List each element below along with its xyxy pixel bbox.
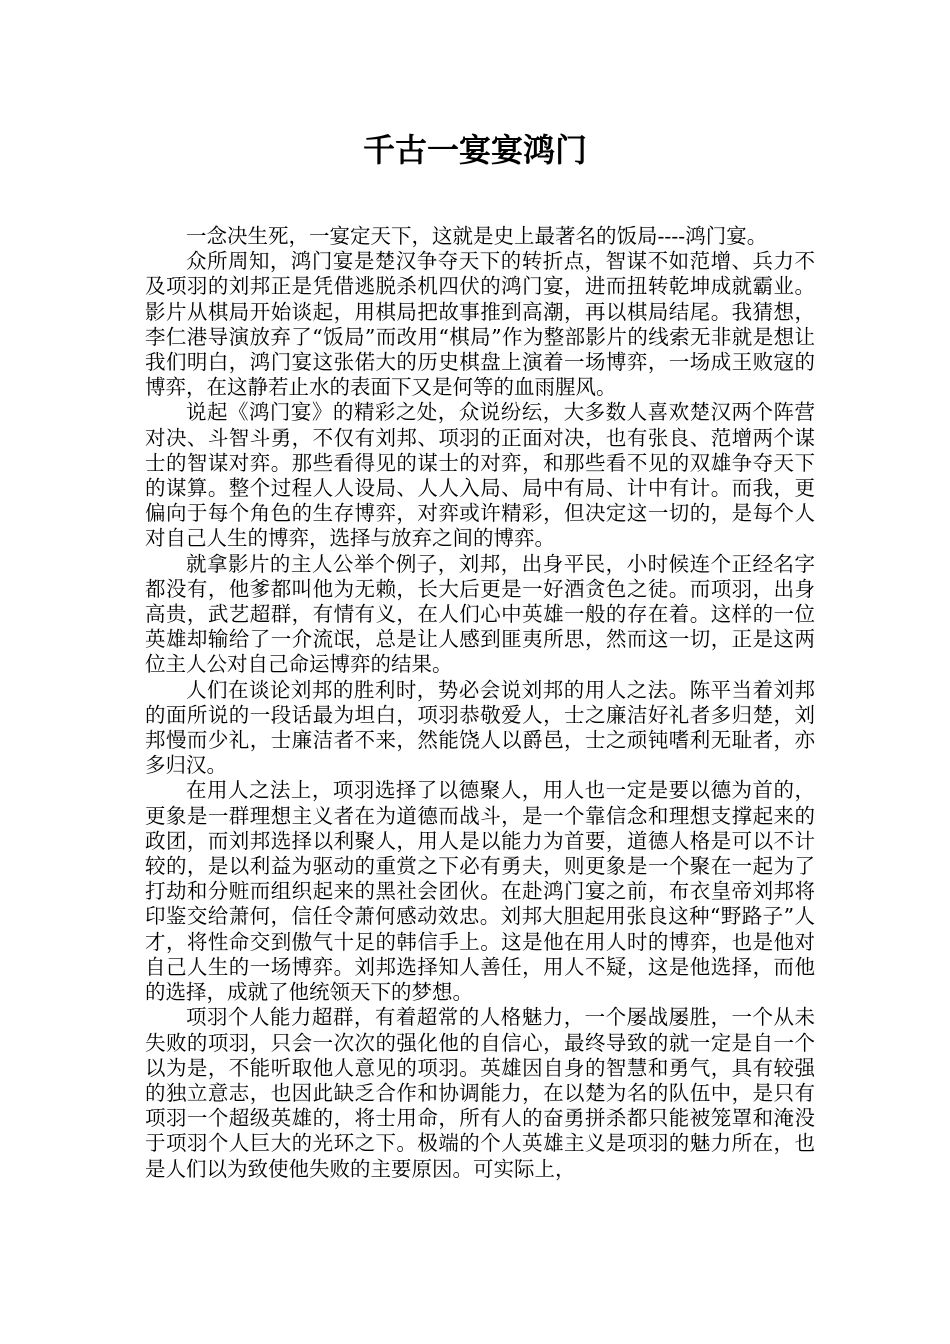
paragraph: 就拿影片的主人公举个例子，刘邦，出身平民，小时候连个正经名字都没有，他爹都叫他为无赖，长大后更是一好酒贪色之徒。而项羽，出身高贵，武艺超群，有情有义，在人们心中英雄一般的存在着。这样的一位英雄却输给了一介流氓，总是让人感到匪夷所思，然而这一切，正是这两位主人公对自己命运博弈的结果。 (145, 551, 815, 677)
document-title: 千古一宴宴鸿门 (362, 131, 587, 169)
paragraph: 众所周知，鸿门宴是楚汉争夺天下的转折点，智谋不如范增、兵力不及项羽的刘邦正是凭借逃脱杀机四伏的鸿门宴，进而扭转乾坤成就霸业。影片从棋局开始谈起，用棋局把故事推到高潮，再以棋局结尾。我猜想，李仁港导演放弃了“饭局”而改用“棋局”作为整部影片的线索无非就是想让我们明白，鸿门宴这张偌大的历史棋盘上演着一场博弈，一场成王败寇的博弈，在这静若止水的表面下又是何等的血雨腥风。 (145, 249, 815, 400)
paragraph: 项羽个人能力超群，有着超常的人格魅力，一个屡战屡胜，一个从未失败的项羽，只会一次次的强化他的自信心，最终导致的就一定是自一个以为是，不能听取他人意见的项羽。英雄因自身的智慧和勇气，具有较强的独立意志，也因此缺乏合作和协调能力，在以楚为名的队伍中，是只有项羽一个超级英雄的，将士用命，所有人的奋勇拼杀都只能被笼罩和淹没于项羽个人巨大的光环之下。极端的个人英雄主义是项羽的魅力所在，也是人们以为致使他失败的主要原因。可实际上， (145, 1005, 815, 1181)
paragraph: 说起《鸿门宴》的精彩之处，众说纷纭，大多数人喜欢楚汉两个阵营对决、斗智斗勇，不仅有刘邦、项羽的正面对决，也有张良、范增两个谋士的智谋对弈。那些看得见的谋士的对弈，和那些看不见的双雄争夺天下的谋算。整个过程人人设局、人人入局、局中有局、计中有计。而我，更偏向于每个角色的生存博弈，对弈或许精彩，但决定这一切的，是每个人对自己人生的博弈，选择与放弃之间的博弈。 (145, 400, 815, 551)
paragraph: 在用人之法上，项羽选择了以德聚人，用人也一定是要以德为首的，更象是一群理想主义者在为道德而战斗，是一个靠信念和理想支撑起来的政团，而刘邦选择以利聚人，用人是以能力为首要，道德人格是可以不计较的，是以利益为驱动的重赏之下必有勇夫，则更象是一个聚在一起为了打劫和分赃而组织起来的黑社会团伙。在赴鸿门宴之前，布衣皇帝刘邦将印鉴交给萧何，信任令萧何感动效忠。刘邦大胆起用张良这种“野路子”人才，将性命交到傲气十足的韩信手上。这是他在用人时的博弈，也是他对自己人生的一场博弈。刘邦选择知人善任，用人不疑，这是他选择，而他的选择，成就了他统领天下的梦想。 (145, 778, 815, 1005)
document-body (145, 224, 815, 1182)
paragraph: 一念决生死，一宴定天下，这就是史上最著名的饭局----鸿门宴。 (186, 224, 768, 248)
paragraph: 人们在谈论刘邦的胜利时，势必会说刘邦的用人之法。陈平当着刘邦的面所说的一段话最为坦白，项羽恭敬爱人，士之廉洁好礼者多归楚，刘邦慢而少礼，士廉洁者不来，然能饶人以爵邑，士之顽钝嗜利无耻者，亦多归汉。 (145, 677, 815, 778)
